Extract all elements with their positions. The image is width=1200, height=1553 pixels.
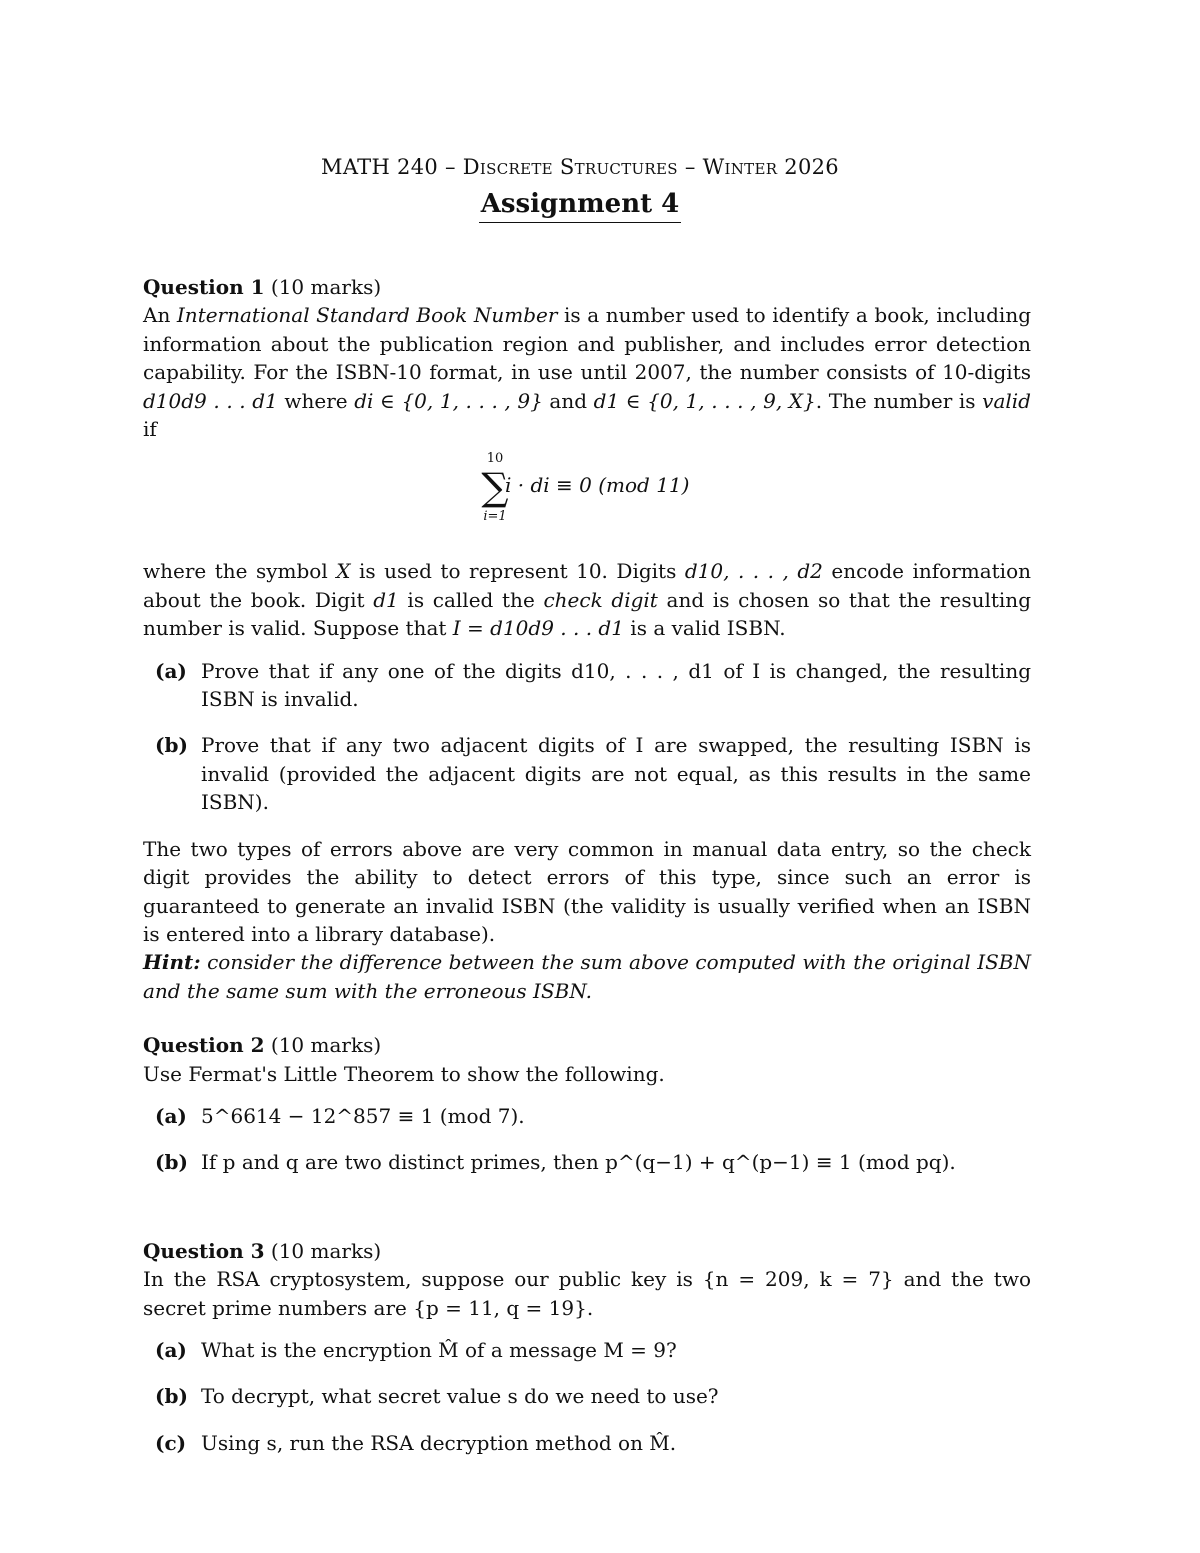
sum-equation <box>143 451 1031 547</box>
part-text: If p and q are two distinct primes, then p^(q−1) + q^(p−1) ≡ 1 (mod pq). <box>201 1150 956 1175</box>
body-text: is used to represent 10. Digits <box>350 559 685 584</box>
question-3-intro: In the RSA cryptosystem, suppose our public key is {n = 209, k = 7} and the two secret prime numbers are {p = 11, q = 19}. <box>143 1267 1031 1320</box>
math-d1-set: d1 ∈ {0, 1, . . . , 9, X} <box>593 388 816 413</box>
question-2 <box>143 1031 1031 1177</box>
intro-text: An <box>143 303 177 328</box>
math-range: d10, . . . , d2 <box>684 559 823 584</box>
body-text: and is chosen so that the resulting number is valid. Suppose that <box>143 587 1031 641</box>
hint-text: consider the difference between the sum above computed with the original ISBN and the same sum with the erroneous ISBN. <box>143 950 1031 1003</box>
question-2-parts <box>143 1102 1031 1177</box>
question-1-label: Question 1 <box>143 275 265 299</box>
question-2-part-a <box>143 1102 1031 1130</box>
part-label: (a) <box>155 1337 187 1362</box>
question-3-label: Question 3 <box>143 1238 265 1263</box>
assignment-title: Assignment 4 <box>479 189 682 223</box>
course-name: Discrete Structures <box>462 155 678 179</box>
intro-text: where <box>277 388 355 413</box>
part-label: (a) <box>155 658 187 683</box>
part-text: What is the encryption M̂ of a message M = 9? <box>201 1337 677 1362</box>
math-i: I = d10d9 . . . d1 <box>452 616 624 641</box>
sum-lower-limit: i=1 <box>483 509 507 525</box>
course-header <box>129 155 1031 179</box>
spacer <box>143 1005 1031 1031</box>
intro-text: if <box>143 417 157 442</box>
question-1-intro <box>143 301 1031 443</box>
intro-text: and <box>542 388 594 413</box>
question-1-part-a <box>143 657 1031 714</box>
body-text: is a valid ISBN. <box>623 616 786 641</box>
question-3-heading <box>143 1237 1031 1265</box>
question-3-part-a <box>143 1336 1031 1364</box>
question-1-marks: (10 marks) <box>270 275 382 299</box>
question-2-label: Question 2 <box>143 1033 265 1058</box>
valid-term: valid <box>982 388 1031 413</box>
part-text: Prove that if any two adjacent digits of I are swapped, the resulting ISBN is invalid (provided the adjacent digits are not equal, as this results in the same ISBN). <box>201 733 1031 815</box>
sum-expression: i · di ≡ 0 (mod 11) <box>505 473 690 498</box>
question-2-marks: (10 marks) <box>270 1033 382 1058</box>
body-text: is called the <box>398 587 544 612</box>
question-3-marks: (10 marks) <box>270 1238 382 1263</box>
question-1-parts <box>143 657 1031 817</box>
question-1 <box>143 273 1031 1005</box>
body-text: where the symbol <box>143 559 337 584</box>
question-2-intro: Use Fermat's Little Theorem to show the following. <box>143 1061 665 1086</box>
question-3-part-c <box>143 1429 1031 1457</box>
math-d1: d1 <box>373 587 399 612</box>
question-1-body <box>143 557 1031 642</box>
math-di-set: di ∈ {0, 1, . . . , 9} <box>354 388 543 413</box>
course-code: MATH 240 – <box>321 155 463 179</box>
question-3-parts <box>143 1336 1031 1457</box>
question-2-part-b <box>143 1148 1031 1176</box>
course-term: Winter 2026 <box>702 155 839 179</box>
part-text: To decrypt, what secret value s do we need to use? <box>201 1384 719 1409</box>
part-label: (b) <box>155 1384 188 1409</box>
intro-text: is a number used to identify a book, including information about the publication region and publisher, and includes error detection capability. For the ISBN-10 format, in use until 2007, the number consists of 10-digits <box>143 303 1031 385</box>
assignment-page <box>143 155 1031 1475</box>
question-1-part-b <box>143 731 1031 816</box>
intro-text: . The number is <box>815 388 983 413</box>
isbn-term: International Standard Book Number <box>176 303 558 328</box>
check-digit-term: check digit <box>543 587 658 612</box>
part-label: (b) <box>155 1150 188 1175</box>
math-x: X <box>336 559 351 584</box>
body-text: encode information about the book. Digit <box>143 559 1032 612</box>
question-2-heading <box>143 1031 1031 1059</box>
part-label: (b) <box>155 733 188 758</box>
part-text: Using s, run the RSA decryption method on M̂. <box>201 1430 677 1455</box>
question-1-heading <box>143 273 1031 301</box>
part-label: (c) <box>155 1430 187 1455</box>
question-3-part-b <box>143 1382 1031 1410</box>
question-3 <box>143 1237 1031 1457</box>
part-text: Prove that if any one of the digits d10, . . . , d1 of I is changed, the resulting ISBN is invalid. <box>201 658 1031 712</box>
title-wrap <box>129 189 1031 223</box>
hint-label: Hint: <box>143 950 201 975</box>
question-1-hint <box>143 948 1031 1005</box>
math-digits: d10d9 . . . d1 <box>143 388 278 413</box>
question-1-closing: The two types of errors above are very common in manual data entry, so the check digit provides the ability to detect errors of this type, since such an error is guaranteed to generate an invalid ISBN (the validity is usually verified when an ISBN is entered into a library database). <box>143 836 1031 946</box>
part-text: 5^6614 − 12^857 ≡ 1 (mod 7). <box>201 1103 525 1128</box>
part-label: (a) <box>155 1103 187 1128</box>
course-separator: – <box>677 155 703 179</box>
sigma-symbol: ∑ <box>481 465 509 510</box>
spacer <box>143 1195 1031 1237</box>
sum-upper-limit: 10 <box>486 451 504 467</box>
